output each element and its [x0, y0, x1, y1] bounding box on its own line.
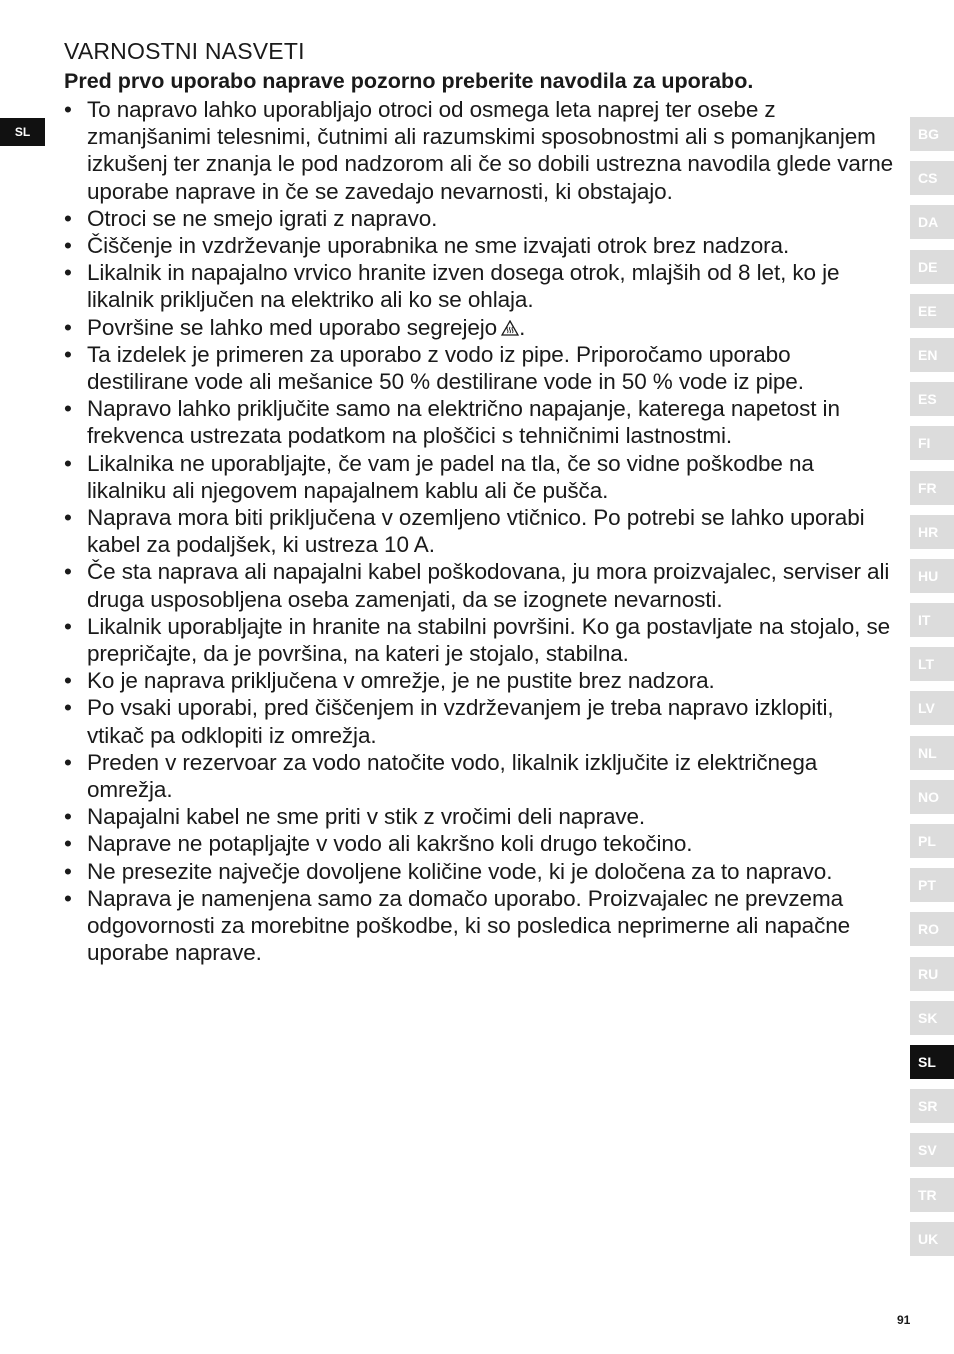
list-item-text: Čiščenje in vzdrževanje uporabnika ne sme izvajati otrok brez nadzora.: [87, 233, 790, 259]
list-item-text: Likalnik uporabljajte in hranite na stabilni površini. Ko ga postavljate na stojalo, se prepričajte, da je površina, na kateri je stojalo, stabilna.: [87, 613, 891, 667]
subtitle: Pred prvo uporabo naprave pozorno preberite navodila za uporabo.: [64, 69, 754, 93]
list-item: [64, 504, 894, 558]
lang-tab-lt[interactable]: LT: [910, 647, 954, 681]
list-item-text: Ne presezite največje dovoljene količine vode, ki je določena za to napravo.: [87, 858, 833, 884]
bullet-dot: •: [64, 885, 72, 911]
lang-tab-de[interactable]: DE: [910, 250, 954, 284]
list-item-text: Naprava je namenjena samo za domačo uporabo. Proizvajalec ne prevzema odgovornosti za morebitne poškodbe, ki so posledica neprimerne ali napačne uporabe naprave.: [87, 885, 851, 966]
lang-tab-ro[interactable]: RO: [910, 912, 954, 946]
list-item: [64, 667, 894, 694]
bullet-dot: •: [64, 749, 72, 775]
lang-tab-en[interactable]: EN: [910, 338, 954, 372]
lang-tab-sv[interactable]: SV: [910, 1133, 954, 1167]
main-content: [64, 36, 894, 967]
bullet-dot: •: [64, 260, 72, 286]
list-item: [64, 749, 894, 803]
lang-tab-fi[interactable]: FI: [910, 426, 954, 460]
lang-tab-tr[interactable]: TR: [910, 1178, 954, 1212]
list-item-text: Likalnik in napajalno vrvico hranite izven dosega otrok, mlajših od 8 let, ko je likalnik priključen na elektriko ali ko se ohlaja.: [87, 260, 840, 313]
list-item: [64, 395, 894, 449]
list-item-text: Površine se lahko med uporabo segrejejo: [87, 314, 498, 340]
language-nav: [910, 117, 954, 1266]
list-item-text: Ta izdelek je primeren za uporabo z vodo iz pipe. Priporočamo uporabo destilirane vode ali mešanice 50 % destilirane vode in 50 % vode iz pipe.: [87, 341, 804, 395]
lang-tab-uk[interactable]: UK: [910, 1222, 954, 1256]
bullet-dot: •: [64, 559, 72, 585]
bullet-dot: •: [64, 205, 72, 231]
list-item-text: Naprava mora biti priključena v ozemljeno vtičnico. Po potrebi se lahko uporabi kabel za podaljšek, ki ustreza 10 A.: [87, 505, 865, 558]
list-item-text: Otroci se ne smejo igrati z napravo.: [87, 205, 438, 231]
bullet-dot: •: [64, 613, 72, 639]
bullet-dot: •: [64, 695, 72, 721]
current-language-tab: SL: [0, 118, 45, 146]
list-item: [64, 341, 894, 395]
bullet-dot: •: [64, 450, 72, 476]
list-item-text: To napravo lahko uporabljajo otroci od osmega leta naprej ter osebe z zmanjšanimi telesnimi, čutnimi ali razumskimi sposobnostmi ali s pomanjkanjem izkušenj ter znanja le pod nadzorom ali če so dobili ustrezna navodila glede varne uporabe naprave in če se zavedajo nevarnosti, ki obstajajo.: [87, 97, 894, 204]
bullet-dot: •: [64, 97, 72, 122]
bullet-dot: •: [64, 668, 72, 694]
lang-tab-hr[interactable]: HR: [910, 515, 954, 549]
lang-tab-hu[interactable]: HU: [910, 559, 954, 593]
list-item: [64, 450, 894, 504]
safety-list: [64, 96, 894, 967]
lang-tab-nl[interactable]: NL: [910, 736, 954, 770]
list-item-text: Napajalni kabel ne sme priti v stik z vročimi deli naprave.: [87, 804, 646, 830]
lang-tab-ru[interactable]: RU: [910, 957, 954, 991]
list-item: [64, 613, 894, 667]
lang-tab-lv[interactable]: LV: [910, 691, 954, 725]
lang-tab-no[interactable]: NO: [910, 780, 954, 814]
page-number: 91: [897, 1313, 911, 1327]
bullet-dot: •: [64, 314, 72, 340]
list-item: [64, 96, 894, 205]
hot-surface-warning-icon: [501, 320, 519, 336]
list-item: [64, 858, 894, 885]
list-item: [64, 558, 894, 612]
list-item: [64, 314, 894, 341]
section-title: VARNOSTNI NASVETI: [64, 38, 305, 64]
lang-tab-ee[interactable]: EE: [910, 294, 954, 328]
bullet-dot: •: [64, 858, 72, 884]
list-item: [64, 232, 894, 259]
bullet-dot: •: [64, 831, 72, 857]
list-item-text: Ko je naprava priključena v omrežje, je ne pustite brez nadzora.: [87, 668, 715, 694]
bullet-dot: •: [64, 233, 72, 259]
bullet-dot: •: [64, 341, 72, 367]
bullet-dot: •: [64, 396, 72, 422]
lang-tab-pl[interactable]: PL: [910, 824, 954, 858]
bullet-dot: •: [64, 804, 72, 830]
lang-tab-es[interactable]: ES: [910, 382, 954, 416]
list-item-text: Naprave ne potapljajte v vodo ali kakršno koli drugo tekočino.: [87, 831, 693, 857]
bullet-dot: •: [64, 505, 72, 531]
list-item: [64, 830, 894, 857]
list-item: [64, 885, 894, 967]
list-item-text: Po vsaki uporabi, pred čiščenjem in vzdrževanjem je treba napravo izklopiti, vtikač pa odklopiti iz omrežja.: [87, 695, 834, 748]
list-item-text: Preden v rezervoar za vodo natočite vodo, likalnik izključite iz električnega omrežja.: [87, 749, 818, 803]
list-item-text: Likalnika ne uporabljajte, če vam je padel na tla, če so vidne poškodbe na likalniku ali njegovem napajalnem kablu ali če pušča.: [87, 450, 814, 503]
lang-tab-it[interactable]: IT: [910, 603, 954, 637]
lang-tab-sl[interactable]: SL: [910, 1045, 954, 1079]
lang-tab-da[interactable]: DA: [910, 205, 954, 239]
list-item: [64, 694, 894, 748]
lang-tab-cs[interactable]: CS: [910, 161, 954, 195]
lang-tab-sk[interactable]: SK: [910, 1001, 954, 1035]
list-item: [64, 259, 894, 313]
lang-tab-fr[interactable]: FR: [910, 471, 954, 505]
lang-tab-bg[interactable]: BG: [910, 117, 954, 151]
lang-tab-sr[interactable]: SR: [910, 1089, 954, 1123]
lang-tab-pt[interactable]: PT: [910, 868, 954, 902]
list-item-suffix: .: [519, 314, 526, 340]
list-item-text: Če sta naprava ali napajalni kabel poškodovana, ju mora proizvajalec, serviser ali druga usposobljena oseba zamenjati, da se izognete nevarnosti.: [87, 559, 890, 612]
list-item-text: Napravo lahko priključite samo na električno napajanje, katerega napetost in frekvenca ustrezata podatkom na ploščici s tehničnimi lastnostmi.: [87, 396, 840, 449]
list-item: [64, 803, 894, 830]
list-item: [64, 205, 894, 232]
